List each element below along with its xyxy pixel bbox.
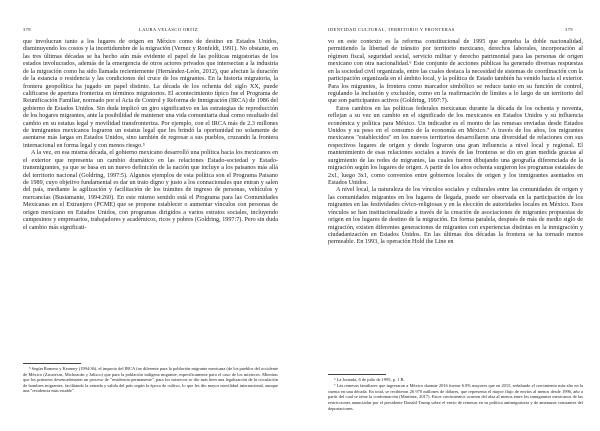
body-text bbox=[23, 39, 278, 232]
footnote: ⁵ Según Romero y Kearney (1994:36), el impacto del IRCA fue diferente para la población migrante mexicana (de los pueblos del occidente de México (Zacatecas, Michoacán y Jalisco) que para la población indígena migrante, específicamente para el caso de los mixtecos. Mientras que los primeros desencadenaron un proceso de "residencia permanente", para los mixtecos se dio más bien una legalización de la circulación de hombres migrantes, facilitando la entrada y salida del país según la época de cultivo, lo que les dio mayor movilidad internacional, aunque una "residencia más estable". bbox=[23, 366, 278, 394]
paragraph: que involucran tanto a los lugares de origen en México como de destino en Estados Unidos, disminuyendo los costos y la incertidumbre de la migración (Vernez y Ronfeldt, 1991). No obstante, en las tres últimas décadas se ha hecho aún más evidente el papel de las políticas migratorias de los estados involucrados, además de la emergencia de otros actores privados que intersectan a la industria de la migración como ha sido llamada recientemente (Hernández-León, 2012), que afectan la duración de la estancia o residencia y las condiciones del cruce de los migrantes. En la historia migratoria, la frontera geopolítica ha jugado un papel distinto. La década de los ochenta del siglo XX, puede calificarse de apertura fronteriza en términos migratorios. El acontecimiento típico fue el Programa de Reunificación Familiar, normado por el Acta de Control y Reforma de Inmigración (IRCA) de 1986 del gobierno de Estados Unidos. Sin duda implicó un giro significativo en las estrategias de reproducción de los hogares migrantes, ante la posibilidad de mantener una vida comunitaria dual como resultado del cambio en su estatus legal y movilidad transfronteriza. Por ejemplo, con el IRCA más de 2.3 millones de inmigrantes mexicanos lograron un estatus legal que les brindó la oportunidad no solamente de asentarse más largas en Estados Unidos, sino también de regresar a sus pueblos, cruzando la frontera internacional en forma legal y con menos riesgo.⁵ bbox=[23, 39, 278, 149]
footnote: ⁷ Las remesas familiares que ingresaron a México durante 2016 fueron 6.9% mayores que en 2015, señalando el crecimiento más alto en la cuenta en una década. En total, se recibieron 26 970 millones de dólares, que representa el mayor flujo de envíos al menos desde 1996, año a partir del cual se tiene la conformación (Martínez, 2017). Estos crecimientos ocurren del alza al menos entre los inmigrantes mexicanos de las restricciones anunciadas por el presidente Donald Trump sobre el envío de remesas en su política antimigratoria y de amenazas constantes del deportaciones. bbox=[328, 383, 583, 411]
footnotes bbox=[328, 377, 583, 412]
paragraph: A la vez, en esa misma década, el gobierno mexicano desarrolló una política hacia los mexicanos en el exterior que representa un cambio dramático en las relaciones Estado-sociedad y Estado-transmigrantes, ya que se basa en un nuevo definición de la nación que incluye a los paisanos más allá del territorio nacional (Goldring, 1997:5). Algunos ejemplos de esta política son el Programa Paisano de 1989, cuyo objetivo fundamental es dar un trato digno y justo a los connacionales que entran y salen del país, mediante la agilización y facilitación de los trámites de ingreso de personas, vehículos y mercancías (Bustamante, 1994:260). En este mismo sentido está el Programa para las Comunidades Mexicanas en el Extranjero (PCME) que se propone establecer o aumentar vínculos con personas de origen mexicano en Estados Unidos, con programas dirigidos a varios estratos sociales, incluyendo campesinos y empresarios, trabajadores y académicos, ricos y pobres (Goldring, 1997:7). Pero sin duda el cambio más significati- bbox=[23, 150, 278, 231]
footnote-rule bbox=[328, 374, 386, 375]
paragraph: A nivel local, la naturaleza de los vínculos sociales y culturales entre las comunidades de origen y las comunidades migrantes en los lugares de llegada, puede ser observada en la participación de los migrantes en las festividades cívico-religiosas y en la elección de autoridades locales en México. Esos vínculos se han institucionalizado a través de la creación de asociaciones de migrantes propuestas de origen en los lugares de destino de la migración. En forma paralela, después de más de medio siglo de migración, existen diferentes generaciones de migrantes con experiencias distintas en la inmigración y ciudadanización en Estados Unidos. En las últimas dos décadas la frontera se ha tornado menos permeable. En 1993, la operación Hold the Line en bbox=[328, 187, 583, 246]
paragraph: Estos cambios en las políticas federales mexicanas durante la década de los ochenta y noventa, reflejan a su vez un cambio en el significado de los mexicanos en Estados Unidos y su influencia económica y política para México. Un indicador es el monto de las remesas enviadas desde Estados Unidos y su peso en el consumo de la economía en México.⁷ A través de los años, los migrantes mexicanos "establecidos" en los nuevos territorios desarrollaron una diversidad de relaciones con sus respectivos lugares de origen y donde lograron una gran influencia a nivel local y regional. El mantenimiento de esas relaciones sociales a través de las fronteras se dio en gran medida gracias al surgimiento de las redes de migrantes, las cuales fueron dibujando una geografía diferenciada de la migración según los lugares de origen. A partir de los años ochenta surgieron los programas estatales de 2x1, luego 3x1, como convenios entre gobiernos locales de origen y los inmigrantes asentados en Estados Unidos. bbox=[328, 105, 583, 187]
right-page bbox=[300, 0, 600, 431]
running-head: LAURA VELASCO ORTIZ bbox=[139, 27, 198, 32]
body-text bbox=[328, 39, 583, 247]
page-number: 378 bbox=[23, 27, 31, 32]
footnote-rule bbox=[23, 363, 81, 364]
paragraph: vo en este contexto es la reforma constitucional de 1995 que aprueba la doble nacionalidad, permitiendo la libertad de tránsito por territorio mexicano, derechos laborales, incorporación al régimen fiscal, seguridad social, servicio militar y derecho patrimonial para las personas de origen mexicano con otra nacionalidad.⁶ Este conjunto de acciones públicas ha generado diversas respuestas en la sociedad civil organizada, entre las cuales destaca la necesidad de sistemas de coordinación con la participación organizada en el ámbito local, y la política de Estado también ha venido hacia el exterior. Para los migrantes, la frontera como marcador simbólico se reduce tanto en su función de control, regulando la inclusión y exclusión, como en la reafirmación de límites a lo largo de un territorio del que son participantes activos (Goldring, 1997:7). bbox=[328, 39, 583, 105]
page-number: 379 bbox=[565, 27, 573, 32]
footnotes bbox=[23, 366, 278, 395]
running-head: IDENTIDAD CULTURAL, TERRITORIO Y FRONTERAS bbox=[328, 27, 455, 32]
footnote: ⁶ La Jornada, 6 de julio de 1995, p. 1 B. bbox=[334, 377, 405, 382]
